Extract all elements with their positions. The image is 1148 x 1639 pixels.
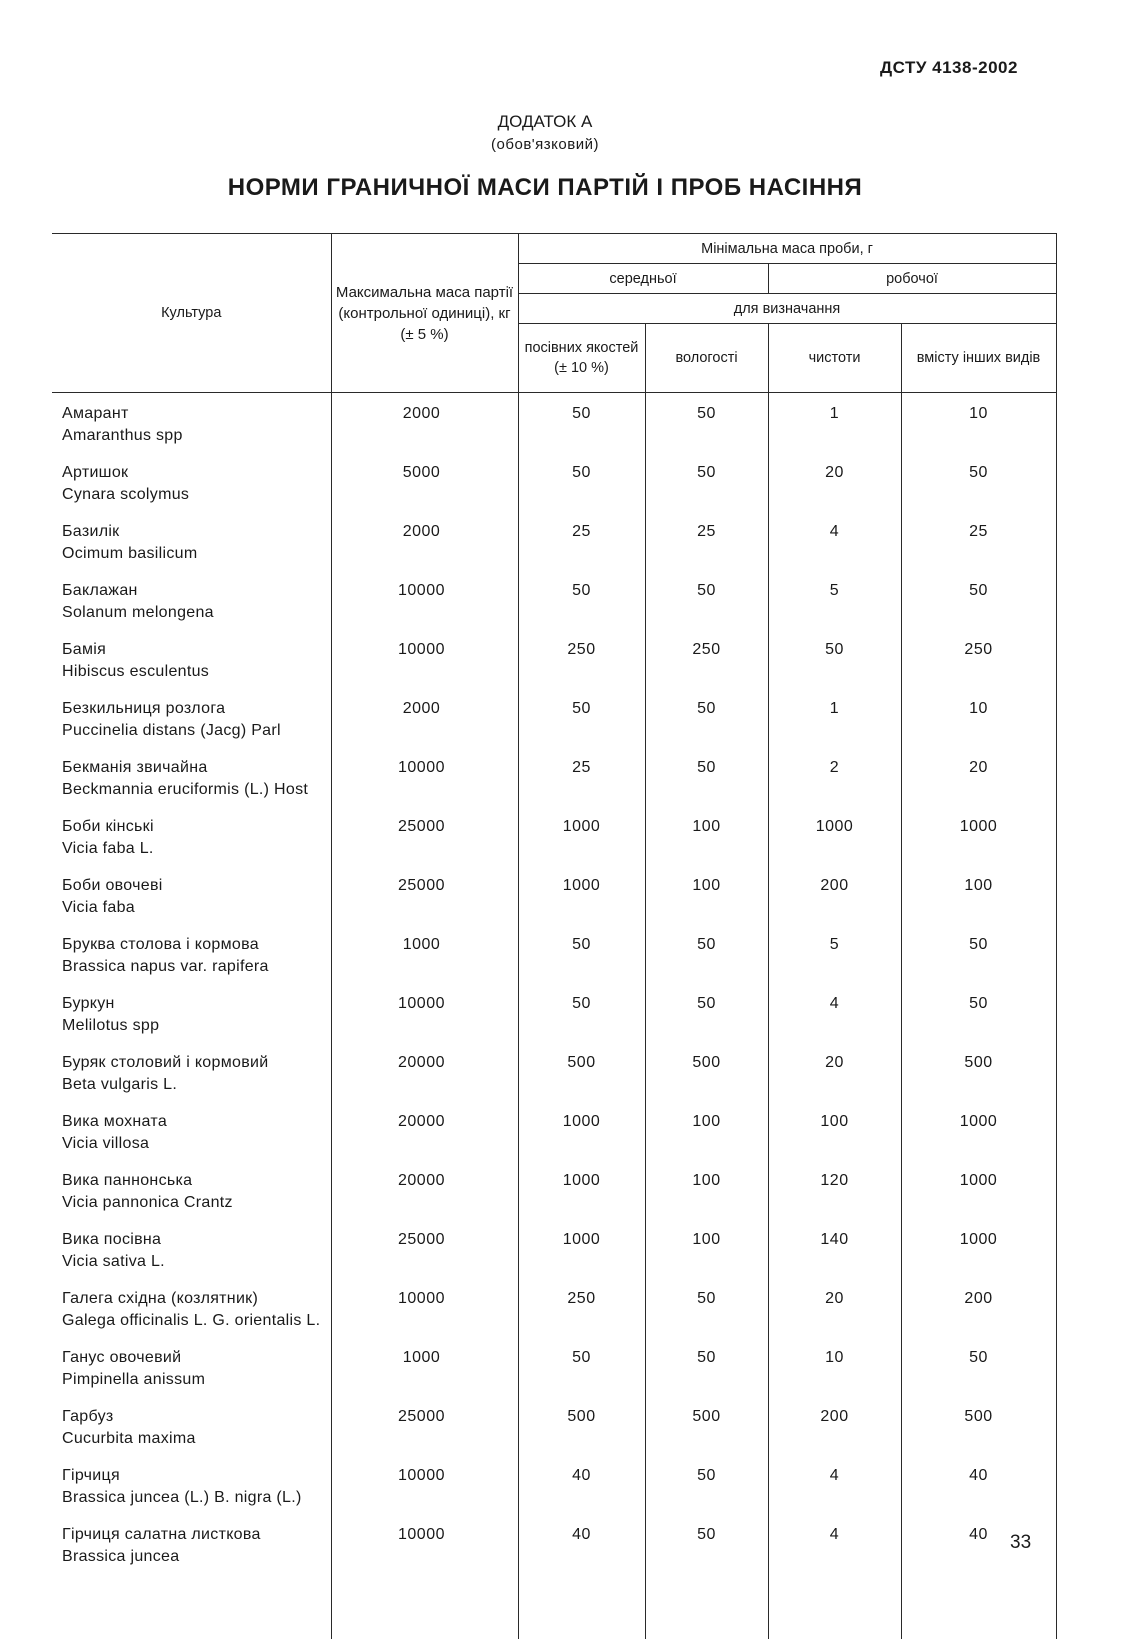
value-purity: 200	[768, 1396, 901, 1455]
header-average: середньої	[518, 264, 768, 294]
value-moisture: 25	[645, 511, 768, 570]
crop-cell	[52, 452, 331, 511]
table-row	[52, 1101, 1056, 1160]
value-other: 50	[901, 570, 1056, 629]
value-max: 10000	[331, 629, 518, 688]
value-moisture: 50	[645, 1278, 768, 1337]
table-row	[52, 1278, 1056, 1337]
crop-latin-name: Beckmannia eruciformis (L.) Host	[62, 779, 331, 801]
value-other: 500	[901, 1396, 1056, 1455]
value-sowing: 25	[518, 747, 645, 806]
crop-latin-name: Melilotus spp	[62, 1015, 331, 1037]
value-moisture: 500	[645, 1042, 768, 1101]
table-row	[52, 1337, 1056, 1396]
crop-name: Буркун	[62, 995, 115, 1012]
header-working: робочої	[768, 264, 1056, 294]
value-sowing: 40	[518, 1514, 645, 1573]
value-purity: 4	[768, 1455, 901, 1514]
filler-cell	[52, 1573, 331, 1639]
crop-cell	[52, 1160, 331, 1219]
value-max: 25000	[331, 865, 518, 924]
value-max: 10000	[331, 1278, 518, 1337]
value-other: 50	[901, 1337, 1056, 1396]
table-filler-row	[52, 1573, 1056, 1639]
value-sowing: 500	[518, 1042, 645, 1101]
table-row	[52, 1160, 1056, 1219]
value-max: 2000	[331, 511, 518, 570]
crop-cell	[52, 1396, 331, 1455]
table-row	[52, 688, 1056, 747]
crop-latin-name: Vicia pannonica Crantz	[62, 1192, 331, 1214]
value-sowing: 25	[518, 511, 645, 570]
crop-name: Боби кінські	[62, 818, 154, 835]
table-row	[52, 865, 1056, 924]
value-sowing: 50	[518, 688, 645, 747]
crop-latin-name: Vicia faba	[62, 897, 331, 919]
crop-latin-name: Vicia faba L.	[62, 838, 331, 860]
crop-name: Боби овочеві	[62, 877, 163, 894]
crop-cell	[52, 747, 331, 806]
value-sowing: 50	[518, 393, 645, 453]
crop-cell	[52, 983, 331, 1042]
table-row	[52, 511, 1056, 570]
crop-latin-name: Puccinelia distans (Jacg) Parl	[62, 720, 331, 742]
crop-cell	[52, 511, 331, 570]
value-other: 1000	[901, 1101, 1056, 1160]
crop-latin-name: Cucurbita maxima	[62, 1428, 331, 1450]
crop-name: Артишок	[62, 464, 128, 481]
crop-cell	[52, 1337, 331, 1396]
value-sowing: 1000	[518, 1219, 645, 1278]
value-purity: 2	[768, 747, 901, 806]
seed-mass-table	[52, 233, 1056, 1639]
value-max: 10000	[331, 747, 518, 806]
value-other: 1000	[901, 806, 1056, 865]
table-row	[52, 452, 1056, 511]
value-moisture: 100	[645, 865, 768, 924]
value-purity: 20	[768, 1278, 901, 1337]
crop-name: Безкильниця розлога	[62, 700, 225, 717]
header-min-mass: Мінімальна маса проби, г	[518, 234, 1056, 264]
document-title: НОРМИ ГРАНИЧНОЇ МАСИ ПАРТІЙ І ПРОБ НАСІННЯ	[0, 174, 1090, 202]
crop-cell	[52, 806, 331, 865]
value-purity: 4	[768, 511, 901, 570]
filler-cell	[331, 1573, 518, 1639]
value-moisture: 50	[645, 1337, 768, 1396]
value-moisture: 50	[645, 983, 768, 1042]
value-max: 25000	[331, 1396, 518, 1455]
header-crop: Культура	[52, 234, 331, 393]
value-purity: 200	[768, 865, 901, 924]
value-moisture: 50	[645, 747, 768, 806]
value-moisture: 100	[645, 1101, 768, 1160]
value-moisture: 50	[645, 393, 768, 453]
crop-cell	[52, 1042, 331, 1101]
annex-label: ДОДАТОК А	[0, 112, 1090, 132]
value-moisture: 50	[645, 688, 768, 747]
value-sowing: 50	[518, 1337, 645, 1396]
value-moisture: 250	[645, 629, 768, 688]
value-other: 500	[901, 1042, 1056, 1101]
crop-name: Гарбуз	[62, 1408, 114, 1425]
value-max: 10000	[331, 570, 518, 629]
value-max: 20000	[331, 1101, 518, 1160]
crop-name: Ганус овочевий	[62, 1349, 181, 1366]
value-other: 1000	[901, 1160, 1056, 1219]
value-max: 10000	[331, 1455, 518, 1514]
value-sowing: 250	[518, 1278, 645, 1337]
value-max: 25000	[331, 1219, 518, 1278]
value-max: 25000	[331, 806, 518, 865]
crop-latin-name: Hibiscus esculentus	[62, 661, 331, 683]
crop-latin-name: Brassica juncea (L.) B. nigra (L.)	[62, 1487, 331, 1509]
crop-name: Гірчиця салатна листкова	[62, 1526, 261, 1543]
crop-name: Амарант	[62, 405, 129, 422]
value-moisture: 50	[645, 452, 768, 511]
crop-name: Буряк столовий і кормовий	[62, 1054, 268, 1071]
filler-cell	[518, 1573, 645, 1639]
crop-latin-name: Amaranthus spp	[62, 425, 331, 447]
crop-cell	[52, 629, 331, 688]
value-other: 10	[901, 688, 1056, 747]
header-moisture: вологості	[645, 324, 768, 393]
crop-latin-name: Brassica napus var. rapifera	[62, 956, 331, 978]
value-purity: 20	[768, 1042, 901, 1101]
value-sowing: 50	[518, 452, 645, 511]
value-purity: 50	[768, 629, 901, 688]
value-purity: 4	[768, 983, 901, 1042]
crop-latin-name: Vicia sativa L.	[62, 1251, 331, 1273]
value-moisture: 500	[645, 1396, 768, 1455]
value-max: 10000	[331, 1514, 518, 1573]
value-moisture: 50	[645, 924, 768, 983]
header-sowing-quality: посівних якостей (± 10 %)	[518, 324, 645, 393]
value-other: 40	[901, 1455, 1056, 1514]
filler-cell	[645, 1573, 768, 1639]
annex-status: (обов'язковий)	[0, 136, 1090, 153]
value-sowing: 1000	[518, 1101, 645, 1160]
value-other: 250	[901, 629, 1056, 688]
value-sowing: 50	[518, 924, 645, 983]
crop-cell	[52, 865, 331, 924]
crop-cell	[52, 393, 331, 453]
header-other-species: вмісту інших видів	[901, 324, 1056, 393]
value-purity: 10	[768, 1337, 901, 1396]
crop-name: Бамія	[62, 641, 106, 658]
value-moisture: 100	[645, 1160, 768, 1219]
table-row	[52, 1219, 1056, 1278]
crop-name: Галега східна (козлятник)	[62, 1290, 258, 1307]
value-max: 1000	[331, 924, 518, 983]
value-max: 2000	[331, 393, 518, 453]
header-max-mass: Максимальна маса партії (контрольної одиниці), кг (± 5 %)	[331, 234, 518, 393]
table-row	[52, 806, 1056, 865]
crop-cell	[52, 1101, 331, 1160]
value-sowing: 250	[518, 629, 645, 688]
crop-name: Вика посівна	[62, 1231, 161, 1248]
crop-name: Вика мохната	[62, 1113, 167, 1130]
value-moisture: 50	[645, 1455, 768, 1514]
crop-latin-name: Galega officinalis L. G. orientalis L.	[62, 1310, 331, 1332]
value-max: 2000	[331, 688, 518, 747]
value-max: 20000	[331, 1160, 518, 1219]
table-row	[52, 393, 1056, 453]
table-row	[52, 1396, 1056, 1455]
value-purity: 20	[768, 452, 901, 511]
value-other: 40	[901, 1514, 1056, 1573]
table-row	[52, 983, 1056, 1042]
value-other: 10	[901, 393, 1056, 453]
value-purity: 4	[768, 1514, 901, 1573]
crop-latin-name: Ocimum basilicum	[62, 543, 331, 565]
crop-name: Вика паннонська	[62, 1172, 192, 1189]
value-sowing: 500	[518, 1396, 645, 1455]
table-row	[52, 629, 1056, 688]
crop-name: Бруква столова і кормова	[62, 936, 259, 953]
crop-cell	[52, 570, 331, 629]
value-purity: 120	[768, 1160, 901, 1219]
value-purity: 100	[768, 1101, 901, 1160]
value-other: 200	[901, 1278, 1056, 1337]
crop-cell	[52, 1455, 331, 1514]
table-row	[52, 570, 1056, 629]
value-purity: 5	[768, 570, 901, 629]
table-row	[52, 1042, 1056, 1101]
table-row	[52, 1455, 1056, 1514]
value-moisture: 50	[645, 1514, 768, 1573]
value-sowing: 50	[518, 983, 645, 1042]
value-other: 50	[901, 452, 1056, 511]
table-row	[52, 1514, 1056, 1573]
crop-cell	[52, 924, 331, 983]
value-max: 20000	[331, 1042, 518, 1101]
table-row	[52, 924, 1056, 983]
value-purity: 1000	[768, 806, 901, 865]
value-other: 25	[901, 511, 1056, 570]
value-moisture: 50	[645, 570, 768, 629]
crop-latin-name: Cynara scolymus	[62, 484, 331, 506]
header-for-determination: для визначання	[518, 294, 1056, 324]
value-sowing: 1000	[518, 806, 645, 865]
crop-cell	[52, 1278, 331, 1337]
header-purity: чистоти	[768, 324, 901, 393]
value-purity: 1	[768, 688, 901, 747]
crop-latin-name: Solanum melongena	[62, 602, 331, 624]
value-other: 50	[901, 924, 1056, 983]
value-purity: 5	[768, 924, 901, 983]
crop-latin-name: Beta vulgaris L.	[62, 1074, 331, 1096]
value-max: 5000	[331, 452, 518, 511]
crop-cell	[52, 1514, 331, 1573]
crop-cell	[52, 688, 331, 747]
value-moisture: 100	[645, 1219, 768, 1278]
value-max: 10000	[331, 983, 518, 1042]
value-purity: 1	[768, 393, 901, 453]
table-body	[52, 393, 1056, 1639]
value-sowing: 50	[518, 570, 645, 629]
page-number: 33	[1010, 1532, 1031, 1554]
value-purity: 140	[768, 1219, 901, 1278]
crop-latin-name: Vicia villosa	[62, 1133, 331, 1155]
value-other: 50	[901, 983, 1056, 1042]
value-other: 20	[901, 747, 1056, 806]
crop-name: Гірчиця	[62, 1467, 120, 1484]
table-row	[52, 747, 1056, 806]
crop-name: Баклажан	[62, 582, 138, 599]
value-sowing: 1000	[518, 1160, 645, 1219]
value-moisture: 100	[645, 806, 768, 865]
value-other: 1000	[901, 1219, 1056, 1278]
crop-name: Базилік	[62, 523, 119, 540]
filler-cell	[901, 1573, 1056, 1639]
crop-latin-name: Pimpinella anissum	[62, 1369, 331, 1391]
crop-cell	[52, 1219, 331, 1278]
standard-id: ДСТУ 4138-2002	[880, 58, 1018, 78]
crop-name: Бекманія звичайна	[62, 759, 208, 776]
value-sowing: 1000	[518, 865, 645, 924]
value-max: 1000	[331, 1337, 518, 1396]
value-other: 100	[901, 865, 1056, 924]
value-sowing: 40	[518, 1455, 645, 1514]
crop-latin-name: Brassica juncea	[62, 1546, 331, 1568]
filler-cell	[768, 1573, 901, 1639]
